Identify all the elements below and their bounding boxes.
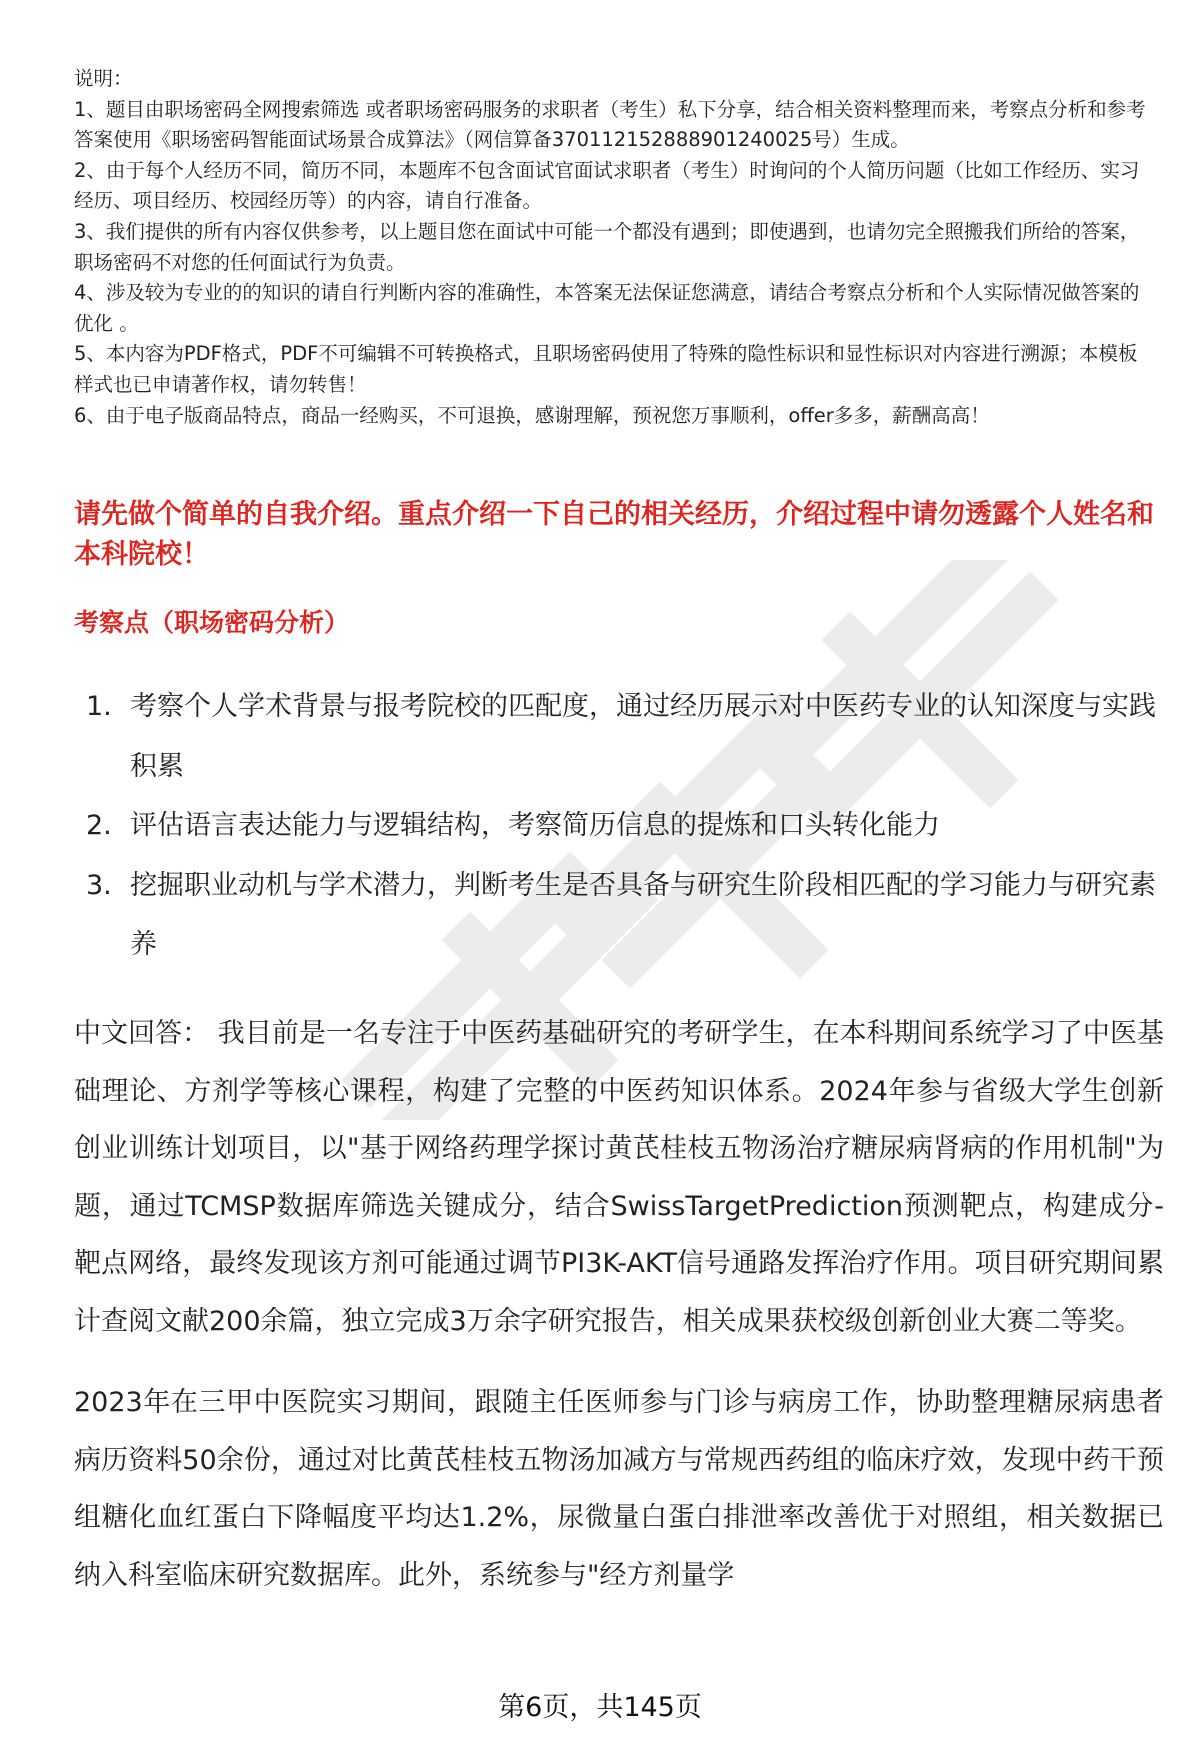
note-item: 3、我们提供的所有内容仅供参考，以上题目您在面试中可能一个都没有遇到；即使遇到，也请勿完全照搬我们所给的答案，职场密码不对您的任何面试行为负责。 (74, 219, 1140, 274)
point-number: 1. (86, 691, 112, 722)
answer-body (74, 1005, 1164, 1628)
disclaimer-notes (74, 64, 1154, 431)
note-item: 2、由于每个人经历不同，简历不同，本题库不包含面试官面试求职者（考生）时询问的个人简历问题（比如工作经历、实习经历、项目经历、校园经历等）的内容，请自行准备。 (74, 158, 1140, 213)
analysis-heading: 考察点（职场密码分析） (74, 608, 350, 637)
point-number: 3. (86, 869, 112, 901)
analysis-points (80, 677, 1160, 975)
analysis-point (80, 796, 1160, 856)
point-text: 挖掘职业动机与学术潜力，判断考生是否具备与研究生阶段相匹配的学习能力与研究素养 (130, 869, 1156, 960)
page-number: 第6页，共145页 (498, 1692, 702, 1723)
answer-paragraph: 中文回答： 我目前是一名专注于中医药基础研究的考研学生，在本科期间系统学习了中医基础理论、方剂学等核心课程，构建了完整的中医药知识体系。2024年参与省级大学生创新创业训练计划项目，以"基于网络药理学探讨黄芪桂枝五物汤治疗糖尿病肾病的作用机制"为题，通过TCMSP数据库筛选关键成分，结合SwissTargetPrediction预测靶点，构建成分-靶点网络，最终发现该方剂可能通过调节PI3K-AKT信号通路发挥治疗作用。项目研究期间累计查阅文献200余篇，独立完成3万余字研究报告，相关成果获校级创新创业大赛二等奖。 (74, 1018, 1164, 1337)
interview-question: 请先做个简单的自我介绍。重点介绍一下自己的相关经历，介绍过程中请勿透露个人姓名和本科院校！ (74, 499, 1154, 570)
note-item: 4、涉及较为专业的的知识的请自行判断内容的准确性，本答案无法保证您满意，请结合考察点分析和个人实际情况做答案的优化 。 (74, 281, 1140, 335)
analysis-point (80, 677, 1160, 796)
analysis-point (80, 856, 1160, 975)
note-item: 1、题目由职场密码全网搜索筛选 或者职场密码服务的求职者（考生）私下分享，结合相关资料整理而来，考察点分析和参考答案使用《职场密码智能面试场景合成算法》（网信算备370112152888901240025号）生成。 (74, 97, 1146, 152)
answer-paragraph: 2023年在三甲中医院实习期间，跟随主任医师参与门诊与病房工作，协助整理糖尿病患者病历资料50余份，通过对比黄芪桂枝五物汤加减方与常规西药组的临床疗效，发现中药干预组糖化血红蛋白下降幅度平均达1.2%，尿微量白蛋白排泄率改善优于对照组，相关数据已纳入科室临床研究数据库。此外，系统参与"经方剂量学 (74, 1387, 1164, 1591)
point-number: 2. (86, 810, 112, 841)
point-text: 评估语言表达能力与逻辑结构，考察简历信息的提炼和口头转化能力 (130, 810, 940, 841)
point-text: 考察个人学术背景与报考院校的匹配度，通过经历展示对中医药专业的认知深度与实践积累 (130, 691, 1156, 782)
note-item: 6、由于电子版商品特点，商品一经购买，不可退换，感谢理解，预祝您万事顺利，offer多多，薪酬高高！ (74, 403, 990, 427)
note-item: 5、本内容为PDF格式，PDF不可编辑不可转换格式，且职场密码使用了特殊的隐性标识和显性标识对内容进行溯源；本模板样式也已申请著作权，请勿转售！ (74, 342, 1138, 396)
notes-heading: 说明： (74, 67, 133, 90)
